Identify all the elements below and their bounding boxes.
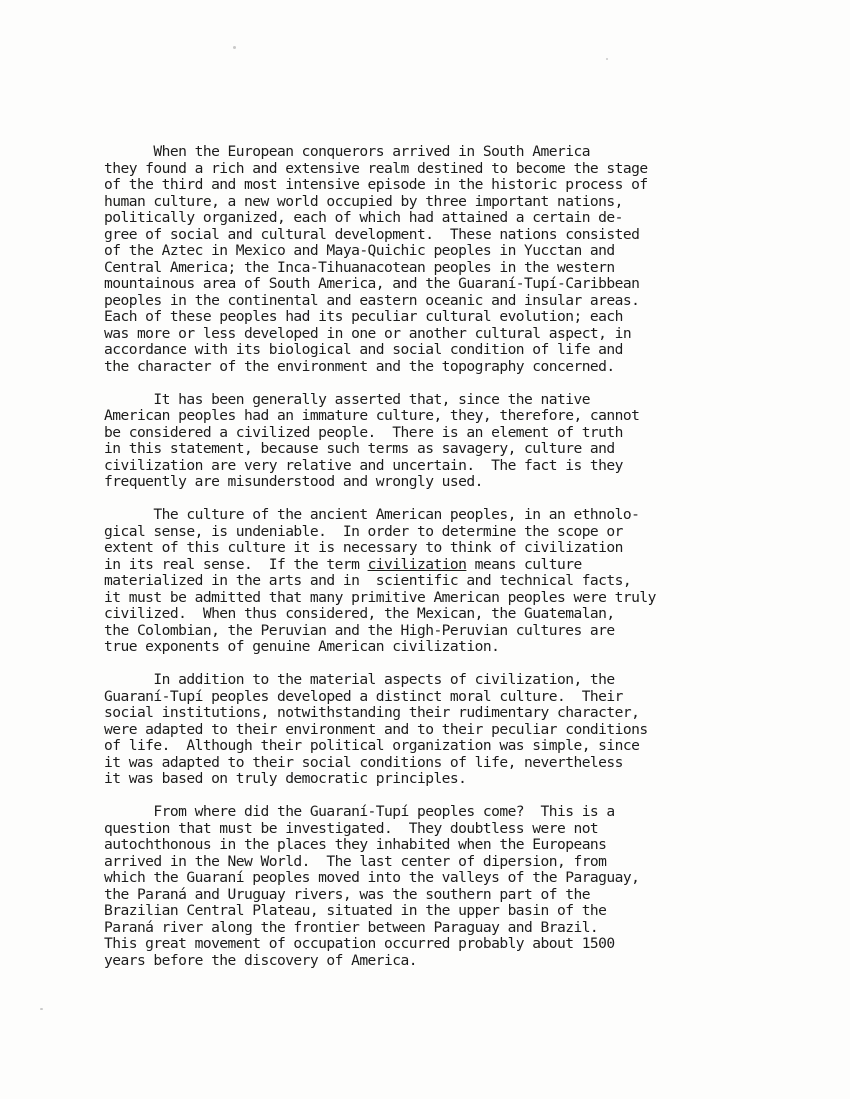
text-line: civilization are very relative and uncertain. The fact is they (104, 456, 623, 474)
text-line: American peoples had an immature culture, they, therefore, cannot (104, 407, 640, 424)
text-line: It has been generally asserted that, since the native (104, 390, 590, 408)
text-line: social institutions, notwithstanding their rudimentary character, (104, 704, 640, 721)
text-line: Central America; the Inca-Tihuanacotean peoples in the western (104, 258, 615, 276)
text-line: they found a rich and extensive realm destined to become the stage (104, 159, 648, 177)
underlined-word: civilization (367, 555, 467, 573)
text-line: civilized. When thus considered, the Mexican, the Guatemalan, (104, 605, 615, 622)
text-line: peoples in the continental and eastern oceanic and insular areas. (104, 291, 640, 309)
text-line: the Paraná and Uruguay rivers, was the southern part of the (104, 885, 590, 903)
text-line: the Colombian, the Peruvian and the High-Peruvian cultures are (104, 621, 615, 639)
paper-speck (40, 1008, 43, 1010)
text-line: From where did the Guaraní-Tupí peoples come? This is a (104, 803, 615, 820)
text-line: Guaraní-Tupí peoples developed a distinct moral culture. Their (104, 687, 623, 705)
text-line: it was adapted to their social conditions of life, nevertheless (104, 753, 623, 771)
text-line: frequently are misunderstood and wrongly used. (104, 473, 483, 490)
text-line: arrived in the New World. The last center of dipersion, from (104, 852, 607, 870)
text-line: be considered a civilized people. There is an element of truth (104, 423, 623, 441)
text-line: human culture, a new world occupied by three important nations, (104, 192, 623, 210)
text-segment: means culture (466, 555, 582, 573)
document-body (104, 144, 784, 986)
text-line: years before the discovery of America. (104, 951, 417, 969)
text-line: of life. Although their political organization was simple, since (104, 737, 640, 754)
paragraph (104, 804, 784, 969)
text-line: in this statement, because such terms as savagery, culture and (104, 440, 615, 457)
text-line: materialized in the arts and in scientific and technical facts, (104, 572, 632, 589)
text-line: accordance with its biological and social condition of life and (104, 341, 623, 358)
text-line: The culture of the ancient American peoples, in an ethnolo- (104, 506, 640, 523)
text-line: of the third and most intensive episode in the historic process of (104, 176, 648, 193)
text-line: of the Aztec in Mexico and Maya-Quichic peoples in Yucctan and (104, 242, 615, 259)
paper-speck (233, 46, 236, 49)
text-line: the character of the environment and the topography concerned. (104, 357, 615, 375)
paragraph (104, 507, 784, 656)
text-line: politically organized, each of which had attained a certain de- (104, 209, 623, 226)
text-line: were adapted to their environment and to their peculiar conditions (104, 720, 648, 738)
paragraph (104, 144, 784, 375)
text-line: When the European conquerors arrived in South America (104, 143, 590, 160)
text-line: was more or less developed in one or another cultural aspect, in (104, 324, 632, 342)
text-line: it was based on truly democratic principles. (104, 770, 467, 787)
text-line: which the Guaraní peoples moved into the valleys of the Paraguay, (104, 869, 640, 886)
text-line: question that must be investigated. They doubtless were not (104, 819, 599, 837)
text-line: gree of social and cultural development. These nations consisted (104, 225, 640, 243)
text-line: gical sense, is undeniable. In order to determine the scope or (104, 522, 623, 540)
text-segment: in its real sense. If the term (104, 555, 368, 573)
text-line: true exponents of genuine American civilization. (104, 638, 500, 655)
text-line-with-underline (104, 557, 784, 574)
paragraph (104, 672, 784, 788)
text-line: Paraná river along the frontier between Paraguay and Brazil. (104, 918, 599, 936)
paper-speck (606, 58, 608, 60)
text-line: Brazilian Central Plateau, situated in the upper basin of the (104, 902, 607, 919)
text-line: extent of this culture it is necessary to think of civilization (104, 539, 623, 556)
text-line: In addition to the material aspects of civilization, the (104, 671, 615, 688)
paragraph (104, 392, 784, 491)
text-line: it must be admitted that many primitive American peoples were truly (104, 588, 656, 606)
text-line: This great movement of occupation occurred probably about 1500 (104, 935, 615, 952)
text-line: Each of these peoples had its peculiar cultural evolution; each (104, 308, 623, 325)
text-line: mountainous area of South America, and the Guaraní-Tupí-Caribbean (104, 275, 640, 292)
text-line: autochthonous in the places they inhabited when the Europeans (104, 836, 607, 853)
